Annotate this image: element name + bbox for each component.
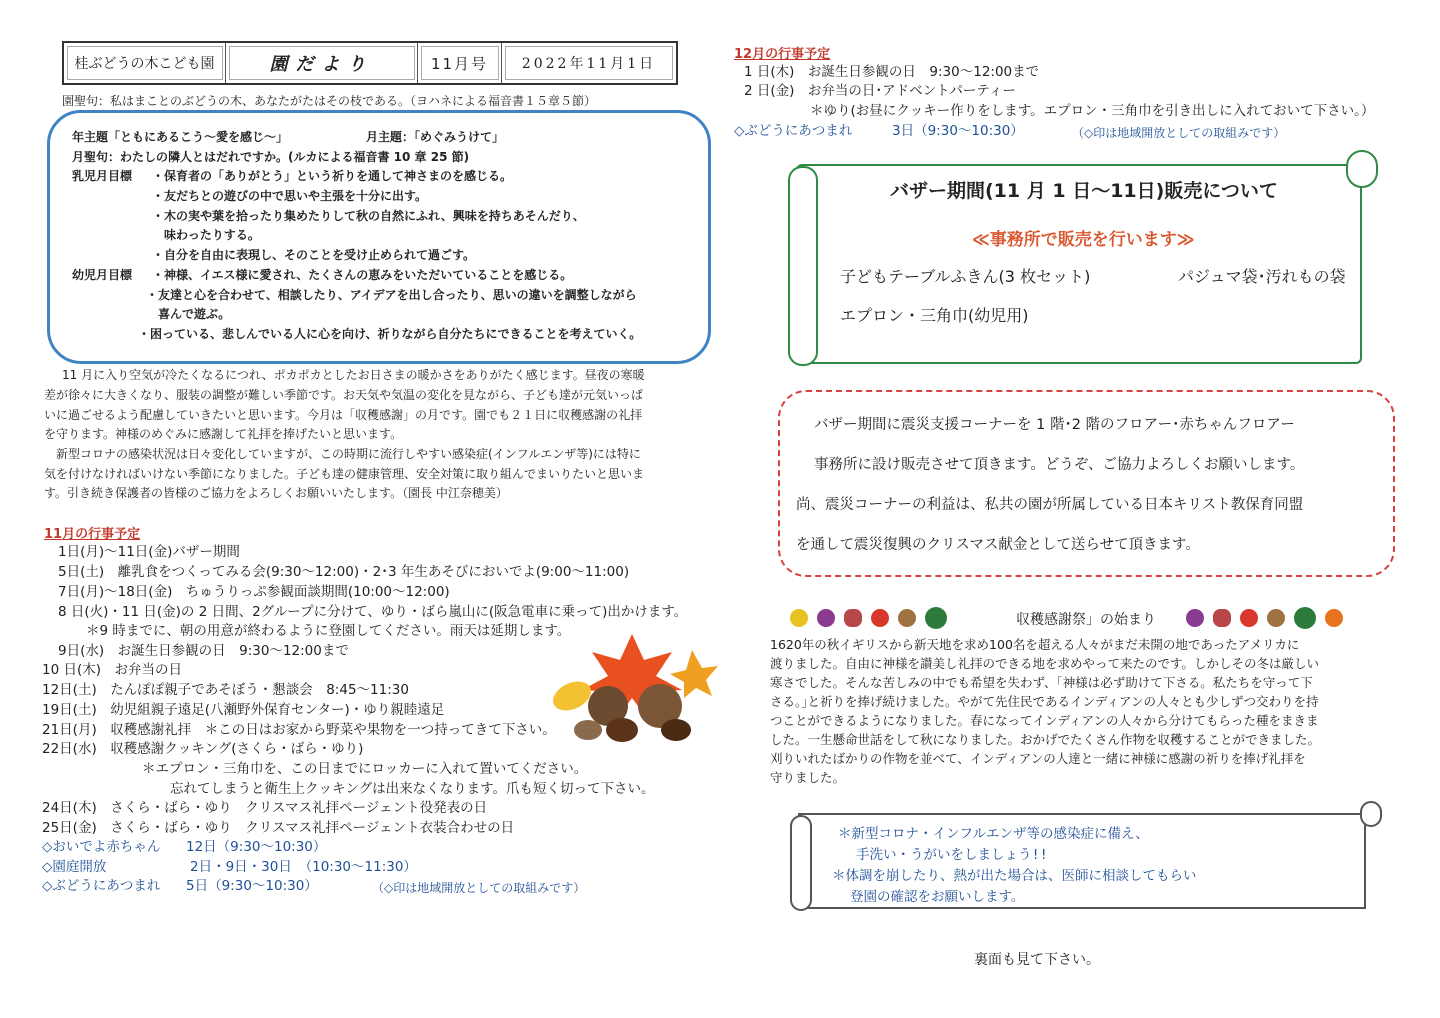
harvest-fruits-left [790, 607, 951, 629]
open-label: ◇ぶどうにあつまれ [42, 878, 161, 894]
footer-note: 裏面も見て下さい。 [974, 952, 1100, 968]
header-table [62, 41, 678, 85]
issue-date: 2022年11月1日 [502, 43, 676, 83]
mushroom-icon [898, 609, 916, 627]
november-title: 11月の行事予定 [44, 527, 141, 542]
essay-line: 気を付けなければいけない季節になりました。子ども達の健康管理、安全対策に取り組んでまいりたいと思いま [44, 467, 645, 481]
harvest-line: 刈りいれたばかりの作物を並べて、インディアンの人達と一緒に神様に感謝の祈りを捧げ礼拝を [770, 751, 1306, 766]
chestnut-icon [661, 719, 691, 741]
autumn-leaves-illustration [552, 630, 718, 742]
december-open-value: 3日（9:30～10:30） [892, 123, 1024, 139]
november-event: 25日(金) さくら・ばら・ゆり クリスマス礼拝ページェント衣装合わせの日 [42, 820, 515, 836]
school-name: 桂ぶどうの木こども園 [64, 43, 226, 83]
month-verse: 月聖句：わたしの隣人とはだれですか。(ルカによる福音書 10 章 25 節) [72, 150, 470, 164]
harvest-title: 収穫感謝祭」の始まり [1016, 612, 1156, 628]
health-line: ＊新型コロナ・インフルエンザ等の感染症に備え、 [838, 826, 1149, 842]
health-line: 手洗い・うがいをしましょう!! [856, 847, 1048, 863]
harvest-line: した。一生懸命世話をして秋になりました。おかげでたくさん作物を収穫することができました。 [770, 732, 1321, 747]
essay-line: いに過ごせるよう配慮していきたいと思います。今月は「収穫感謝」の月です。園でも２１日に収穫感謝の礼拝 [44, 408, 643, 422]
disaster-line: 事務所に設け販売させて頂きます。どうぞ、ご協力よろしくお願いします。 [814, 457, 1305, 473]
disaster-line: を通して震災復興のクリスマス献金として送らせて頂きます。 [796, 537, 1200, 553]
harvest-line: さる。｣と祈りを捧げ続けました。やがて先住民であるインディアンの人々とも少しずつ交わりを持 [770, 694, 1319, 709]
sweet-potato-icon [844, 609, 862, 627]
infant-goal: 味わったりする。 [164, 228, 260, 242]
health-line: ＊体調を崩したり、熱が出た場合は、医師に相談してもらい [832, 868, 1197, 884]
apple-icon [1240, 609, 1258, 627]
november-event: ＊エプロン・三角巾を、この日までにロッカーに入れて置いてください。 [142, 761, 588, 777]
month-theme: 月主題：「めぐみうけて」 [366, 130, 505, 144]
harvest-line: つことができるようになりました。春になってインディアンの人々から分けてもらった種をまきま [770, 713, 1319, 728]
november-event: 1日(月)～11日(金)バザー期間 [58, 544, 240, 560]
open-label: ◇園庭開放 [42, 859, 107, 875]
open-value: 12日（9:30～10:30） [186, 839, 327, 855]
lemon-icon [790, 609, 808, 627]
newsletter-title: 園だより [226, 43, 418, 83]
essay-line: す。引き続き保護者の皆様のご協力をよろしくお願いいたします。（園長 中江奈穂美） [44, 486, 508, 500]
harvest-fruits-right [1186, 607, 1347, 629]
essay-line: 新型コロナの感染状況は日々変化していますが、この時期に流行しやすい感染症(インフルエンザ等)には特に [56, 447, 641, 461]
year-theme: 年主題「ともにあるこう～愛を感じ～」 [72, 130, 289, 144]
december-event: 1 日(木) お誕生日参観の日 9:30～12:00まで [744, 64, 1040, 80]
chestnut-icon [606, 718, 638, 742]
bazaar-subtitle: ≪事務所で販売を行います≫ [972, 230, 1195, 250]
bazaar-item: 子どもテーブルふきん(3 枚セット) [840, 267, 1091, 286]
december-event: ＊ゆり(お昼にクッキー作りをします。エプロン・三角巾を引き出しに入れておいて下さい。） [810, 103, 1375, 119]
chestnut-icon [574, 720, 602, 740]
november-event: 5日(土) 離乳食をつくってみる会(9:30～12:00)・2･3 年生あそびにおいでよ(9:00～11:00) [58, 564, 630, 580]
essay-line: を守ります。神様のめぐみに感謝して礼拝を捧げたいと思います。 [44, 427, 403, 441]
infant-goal-label: 乳児月目標 [72, 169, 133, 183]
infant-goal: ・友だちとの遊びの中で思いや主張を十分に出す。 [152, 189, 428, 203]
november-event: 21日(月) 収穫感謝礼拝 ＊この日はお家から野菜や果物を一つ持ってきて下さい。 [42, 722, 556, 738]
december-title: 12月の行事予定 [734, 47, 831, 62]
essay-line: 11 月に入り空気が冷たくなるにつれ、ポカポカとしたお日さまの暖かさをありがたく感じます。昼夜の寒暖 [62, 368, 645, 382]
grapes-icon [1186, 609, 1204, 627]
november-event: 9日(水) お誕生日参観の日 9:30～12:00まで [58, 643, 349, 659]
child-goal: 喜んで遊ぶ。 [158, 307, 231, 321]
november-event: 22日(水) 収穫感謝クッキング(さくら・ばら・ゆり) [42, 741, 364, 757]
bazaar-item: パジュマ袋･汚れもの袋 [1178, 267, 1346, 286]
pumpkin-icon [1294, 607, 1316, 629]
open-value: 2日・9日・30日 （10:30～11:30） [190, 859, 417, 875]
open-value: 5日（9:30～10:30） [186, 878, 318, 894]
harvest-line: 1620年の秋イギリスから新天地を求め100名を超える人々がまだ未開の地であったアメリカに [770, 637, 1300, 652]
infant-goal: ・木の実や葉を拾ったり集めたりして秋の自然にふれ、興味を持ちあそんだり、 [152, 209, 585, 223]
december-open-label: ◇ぶどうにあつまれ [734, 123, 853, 139]
health-line: 登園の確認をお願いします。 [850, 889, 1025, 905]
december-event: 2 日(金) お弁当の日･アドベントパーティー [744, 83, 1016, 99]
maple-leaf-icon [670, 650, 718, 698]
sweet-potato-icon [1213, 609, 1231, 627]
pumpkin-icon [925, 607, 947, 629]
bazaar-title: バザー期間(11 月 1 日～11日)販売について [890, 180, 1278, 202]
child-goal: ・友達と心を合わせて、相談したり、アイデアを出し合ったり、思いの違いを調整しながら [146, 288, 637, 302]
motto: 園聖句：私はまことのぶどうの木、あなたがたはその枝である。（ヨハネによる福音書１５章５節） [62, 94, 597, 108]
november-event: 19日(土) 幼児組親子遠足(八瀬野外保育センター)・ゆり親睦遠足 [42, 702, 445, 718]
november-event: 24日(木) さくら・ばら・ゆり クリスマス礼拝ページェント役発表の日 [42, 800, 488, 816]
infant-goal: ・保育者の「ありがとう」という祈りを通して神さまのを感じる。 [152, 169, 513, 183]
november-event: 10 日(木) お弁当の日 [42, 662, 183, 678]
november-event: 7日(月)～18日(金) ちゅうりっぷ参観面談期間(10:00～12:00) [58, 584, 450, 600]
disaster-line: 尚、震災コーナーの利益は、私共の園が所属している日本キリスト教保育同盟 [796, 497, 1304, 513]
persimmon-icon [1325, 609, 1343, 627]
mushroom-icon [1267, 609, 1285, 627]
harvest-line: 寒さでした。そんな苦しみの中でも希望を失わず、｢神様は必ず助けて下さる。私たちを守って下 [770, 675, 1313, 690]
issue-number: 11月号 [418, 43, 502, 83]
infant-goal: ・自分を自由に表現し、そのことを受け止められて過ごす。 [152, 248, 476, 262]
open-label: ◇おいでよ赤ちゃん [42, 839, 161, 855]
bazaar-item: エプロン・三角巾(幼児用) [840, 306, 1029, 325]
november-event: 忘れてしまうと衛生上クッキングは出来なくなります。爪も短く切って下さい。 [170, 781, 655, 797]
child-goal: ・困っている、悲しんでいる人に心を向け、祈りながら自分たちにできることを考えていく。 [138, 327, 642, 341]
november-event: 12日(土) たんぽぽ親子であそぼう・懇談会 8:45～11:30 [42, 682, 409, 698]
child-goal: ・神様、イエス様に愛され、たくさんの恵みをいただいていることを感じる。 [152, 268, 573, 282]
november-event: 8 日(火)・11 日(金)の 2 日間、2グループに分けて、ゆり・ばら嵐山に(阪急電車に乗って)出かけます。 [58, 604, 688, 620]
open-note: （◇印は地域開放としての取組みです） [372, 881, 586, 895]
disaster-line: バザー期間に震災支援コーナーを 1 階･2 階のフロアー･赤ちゃんフロアー [814, 417, 1295, 433]
harvest-line: 守りました。 [770, 770, 846, 785]
grapes-icon [817, 609, 835, 627]
essay-line: 差が徐々に大きくなり、服装の調整が難しい季節です。お天気や気温の変化を見ながら、子ども達が元気いっぱ [44, 388, 644, 402]
apple-icon [871, 609, 889, 627]
child-goal-label: 幼児月目標 [72, 268, 133, 282]
harvest-line: 渡りました。自由に神様を讃美し礼拝のできる地を求めやって来たのです。しかしその冬は厳しい [770, 656, 1320, 671]
december-open-note: （◇印は地域開放としての取組みです） [1072, 126, 1286, 140]
november-event: ＊9 時までに、朝の用意が終わるように登園してください。雨天は延期します。 [86, 623, 571, 639]
